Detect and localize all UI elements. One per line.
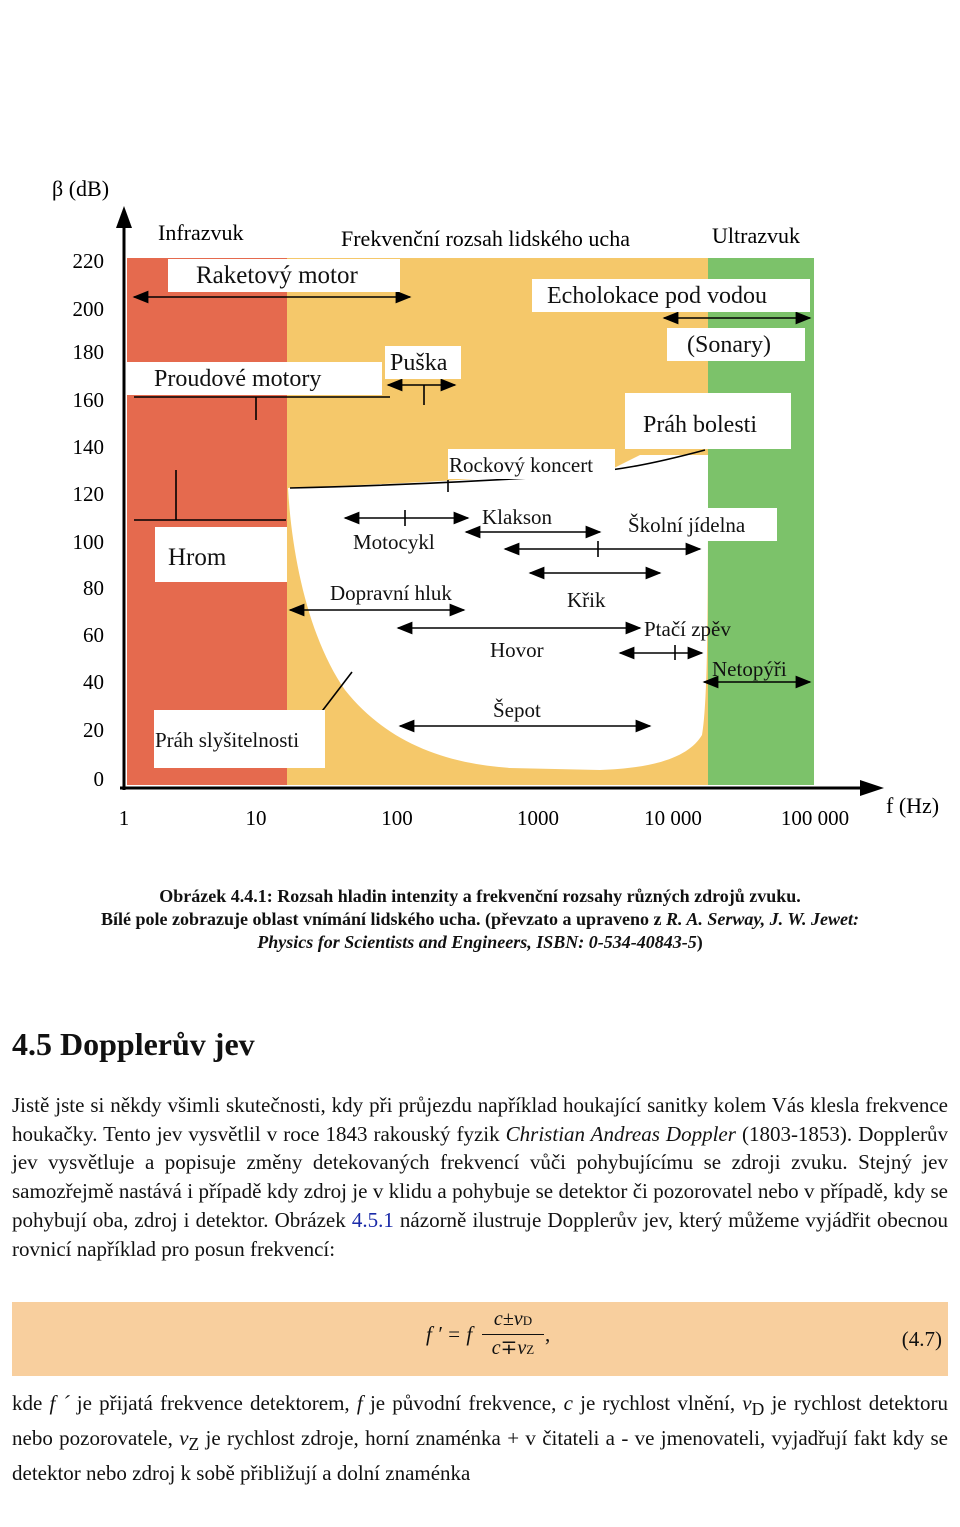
p2-vd: v bbox=[742, 1391, 752, 1415]
x-axis-arrow bbox=[860, 780, 884, 796]
num-sub: D bbox=[522, 1313, 533, 1328]
p2-vz: v bbox=[179, 1425, 189, 1450]
den-c: c bbox=[491, 1337, 501, 1359]
figure-caption bbox=[0, 885, 960, 954]
num-op: ± bbox=[502, 1308, 514, 1330]
x-tick: 1 bbox=[118, 806, 130, 830]
x-ticks bbox=[119, 806, 849, 830]
equation-numerator bbox=[482, 1306, 544, 1335]
p2-t1: kde bbox=[12, 1391, 50, 1415]
x-tick: 10 bbox=[245, 806, 267, 830]
rock-label: Rockový koncert bbox=[449, 453, 594, 477]
speech-label: Hovor bbox=[490, 638, 544, 662]
y-tick: 100 bbox=[72, 530, 104, 554]
caption-line-2 bbox=[0, 908, 960, 931]
caption-close: ) bbox=[696, 932, 703, 952]
thunder-label: Hrom bbox=[168, 544, 227, 571]
y-tick: 140 bbox=[72, 435, 104, 459]
caption-line-2-text: Bílé pole zobrazuje oblast vnímání lidského ucha. (převzato a upraveno z bbox=[100, 909, 666, 929]
p2-t5: je rychlost detektoru nebo pozorovatele, bbox=[12, 1391, 948, 1450]
p1-text-3: názorně ilustruje Dopplerův jev, který můžeme vyjádřit obecnou rovnicí například pro posun frekvencí: bbox=[12, 1207, 948, 1261]
p2-c: c bbox=[563, 1391, 573, 1415]
shout-label: Křik bbox=[567, 588, 606, 612]
den-v: v bbox=[517, 1337, 527, 1359]
p1-text-1: Jistě jste si někdy všimli skutečnosti, kdy při průjezdu například houkající sanitky kolem Vás klesla frekvence houkačky. Tento jev vysvětlil v roce 1843 rakouský fyzik bbox=[12, 1093, 948, 1146]
y-tick: 40 bbox=[83, 670, 104, 694]
y-tick: 200 bbox=[72, 297, 104, 321]
whisper-label: Šepot bbox=[493, 698, 541, 722]
caption-book: Physics for Scientists and Engineers bbox=[257, 932, 528, 952]
den-op: ∓ bbox=[500, 1337, 518, 1359]
p2-t6: je rychlost zdroje, horní znaménka + v čitateli a - ve jmenovateli, vyjadřují fakt kdy se detektor nebo zdroj k sobě přibližují a dolní znaménka bbox=[12, 1425, 948, 1485]
y-tick: 0 bbox=[93, 767, 104, 791]
p2-vd-sub: D bbox=[751, 1399, 765, 1420]
traffic-label: Dopravní hluk bbox=[330, 581, 452, 605]
infrasound-label: Infrazvuk bbox=[158, 220, 244, 245]
audible-range-label: Frekvenční rozsah lidského ucha bbox=[341, 226, 630, 251]
pain-label: Práh bolesti bbox=[643, 412, 757, 438]
y-tick: 160 bbox=[72, 388, 104, 412]
p2-t2: je přijatá frekvence detektorem, bbox=[69, 1391, 357, 1415]
sonar-label: (Sonary) bbox=[687, 332, 771, 358]
p1-doppler-name: Christian Andreas Doppler bbox=[505, 1121, 736, 1146]
horn-label: Klakson bbox=[482, 505, 552, 529]
p2-t4: je rychlost vlnění, bbox=[572, 1391, 743, 1415]
p2-t3: je původní frekvence, bbox=[362, 1391, 564, 1415]
x-tick: 100 000 bbox=[780, 806, 850, 830]
ultrasound-label: Ultrazvuk bbox=[712, 223, 800, 248]
p2-f-prime: f ´ bbox=[49, 1391, 70, 1415]
equation-lhs: f ′ = f bbox=[426, 1322, 473, 1346]
infrasound-region bbox=[127, 258, 287, 785]
caption-isbn: , ISBN: 0-534-40843-5 bbox=[527, 932, 697, 952]
motorcycle-label: Motocykl bbox=[353, 530, 435, 554]
equation-denominator bbox=[482, 1335, 544, 1363]
jet-label: Proudové motory bbox=[154, 366, 322, 392]
bats-label: Netopýři bbox=[712, 657, 787, 681]
y-tick: 180 bbox=[72, 340, 104, 364]
hearing-threshold-label: Práh slyšitelnosti bbox=[155, 728, 300, 752]
y-axis-label: β (dB) bbox=[52, 176, 110, 201]
gun-label: Puška bbox=[390, 350, 448, 376]
birds-label: Ptačí zpěv bbox=[644, 617, 731, 641]
x-tick: 10 000 bbox=[644, 806, 702, 830]
y-tick: 80 bbox=[83, 576, 104, 600]
p2-vz-sub: Z bbox=[188, 1434, 200, 1455]
equation-comma: , bbox=[545, 1322, 551, 1346]
y-tick: 20 bbox=[83, 718, 104, 742]
p1-text-2: (1803-1853). Dopplerův jev vysvětluje a popisuje změny detekovaných frekvencí vůči pohybujícímu se zdroji zvuku. Stejný jev samozřejmě nastává i případě kdy zdroj je v klidu a pohybuje se detektor či pozorovatel nebo v případě, kdy se pohybují oba, zdroj i detektor. Obrázek bbox=[12, 1121, 949, 1232]
echo-label: Echolokace pod vodou bbox=[547, 283, 767, 309]
y-tick: 120 bbox=[72, 482, 104, 506]
x-axis-label: f (Hz) bbox=[886, 793, 940, 818]
den-sub: Z bbox=[526, 1342, 535, 1357]
section-title: 4.5 Dopplerův jev bbox=[12, 1026, 255, 1062]
equation-number: (4.7) bbox=[901, 1327, 942, 1351]
equation-box bbox=[12, 1302, 948, 1376]
p2-f: f bbox=[356, 1391, 363, 1415]
num-c: c bbox=[493, 1308, 503, 1330]
caption-line-1: Obrázek 4.4.1: Rozsah hladin intenzity a frekvenční rozsahy různých zdrojů zvuku. bbox=[159, 886, 801, 906]
caption-line-3 bbox=[0, 931, 960, 954]
caption-authors: R. A. Serway, J. W. Jewet: bbox=[666, 909, 859, 929]
cafeteria-label: Školní jídelna bbox=[628, 513, 746, 537]
num-v: v bbox=[513, 1308, 523, 1330]
y-tick: 60 bbox=[83, 623, 104, 647]
equation-fraction bbox=[482, 1306, 544, 1363]
y-ticks bbox=[73, 249, 105, 791]
x-tick: 1000 bbox=[517, 806, 559, 830]
paragraph-doppler-intro bbox=[12, 1091, 948, 1263]
figure-reference-link[interactable]: 4.5.1 bbox=[351, 1207, 394, 1232]
paragraph-variables bbox=[12, 1389, 948, 1487]
x-tick: 100 bbox=[381, 806, 413, 830]
y-tick: 220 bbox=[72, 249, 104, 273]
y-axis-arrow bbox=[116, 206, 132, 228]
rocket-label: Raketový motor bbox=[196, 262, 358, 289]
